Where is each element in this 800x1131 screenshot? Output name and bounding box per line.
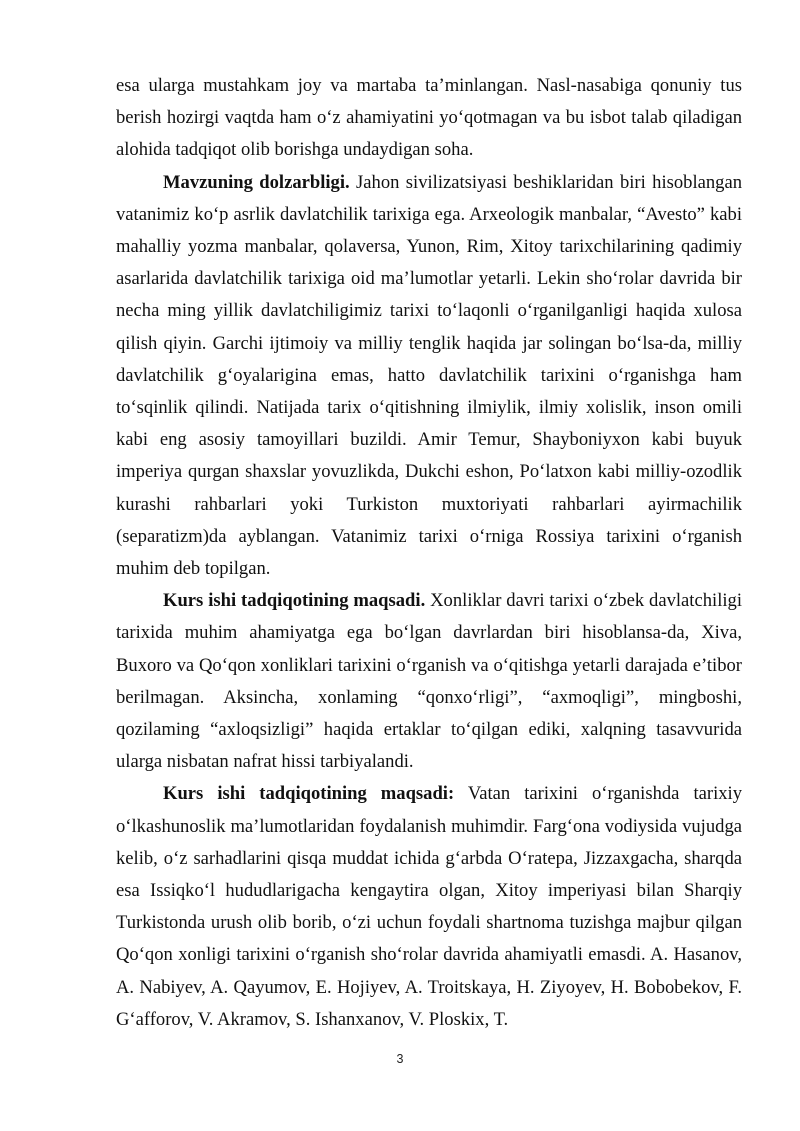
paragraph-heading: Mavzuning dolzarbligi. [163,171,350,193]
paragraph-purpose [116,585,742,778]
page-number: 3 [396,1052,404,1066]
paragraph-text: Jahon sivilizatsiyasi beshiklaridan biri hisoblangan vatanimiz ko‘p asrlik davlatchilik tarixiga ega. Arxeologik manbalar, “Avesto” kabi mahalliy yozma manbalar, qolaversa, Yunon, Rim, Xitoy tarixchilarining qadimiy asarlarida davlatchilik tarixiga oid ma’lumotlar yetarli. Lekin sho‘rolar davrida bir necha ming yillik davlatchiligimiz tarixi to‘laqonli o‘rganilganligi haqida xulosa qilish qiyin. Garchi ijtimoiy va milliy tenglik haqida jar solingan bo‘lsa-da, milliy davlatchilik g‘oyalarigina emas, hatto davlatchilik tarixini o‘rganishga ham to‘sqinlik qilindi. Natijada tarix o‘qitishning ilmiylik, ilmiy xolislik, inson omili kabi eng asosiy tamoyillari buzildi. Amir Temur, Shayboniyxon kabi buyuk imperiya qurgan shaxslar yovuzlikda, Dukchi eshon, Po‘latxon kabi milliy-ozodlik kurashi rahbarlari yoki Turkiston muxtoriyati rahbarlari ayirmachilik (separatizm)da ayblangan. Vatanimiz tarixi o‘rniga Rossiya tarixini o‘rganish muhim deb topilgan. [116,171,743,580]
paragraph-heading: Kurs ishi tadqiqotining maqsadi. [163,590,426,612]
paragraph-relevance [116,167,742,586]
paragraph-text: esa ularga mustahkam joy va martaba ta’minlangan. Nasl-nasabiga qonuniy tus berish hozirgi vaqtda ham o‘z ahamiyatini yo‘qotmagan va bu isbot talab qiladigan alohida tadqiqot olib borishga undaydigan soha. [116,75,742,161]
paragraph-text: Xonliklar davri tarixi o‘zbek davlatchiligi tarixida muhim ahamiyatga ega bo‘lgan davrlardan biri hisoblansa-da, Xiva, Buxoro va Qo‘qon xonliklari tarixini o‘rganish va o‘qitishga yetarli darajada e’tibor berilmagan. Aksincha, xonlaming “qonxo‘rligi”, “axmoqligi”, mingboshi, qozilaming “axloqsizligi” haqida ertaklar to‘qilgan ediki, xalqning tasavvurida ularga nisbatan nafrat hissi tarbiyalandi. [116,590,742,773]
paragraph-heading: Kurs ishi tadqiqotining maqsadi: [163,783,455,805]
paragraph-continuation [116,70,742,167]
paragraph-purpose-2 [116,778,742,1036]
paragraph-text: Vatan tarixini o‘rganishda tarixiy o‘lkashunoslik ma’lumotlaridan foydalanish muhimdir. Farg‘ona vodiysida vujudga kelib, o‘z sarhadlarini qisqa muddat ichida g‘arbda O‘ratepa, Jizzaxgacha, sharqda esa Issiqko‘l hududlarigacha kengaytira olgan, Xitoy imperiyasi bilan Sharqiy Turkistonda urush olib borib, o‘zi uchun foydali shartnoma tuzishga majbur qilgan Qo‘qon xonligi tarixini o‘rganish sho‘rolar davrida ahamiyatli emasdi. A. Hasanov, A. Nabiyev, A. Qayumov, E. Hojiyev, A. Troitskaya, H. Ziyoyev, H. Bobobekov, F. G‘afforov, V. Akramov, S. Ishanxanov, V. Ploskix, T. [116,783,742,1030]
body-text [116,70,742,1036]
